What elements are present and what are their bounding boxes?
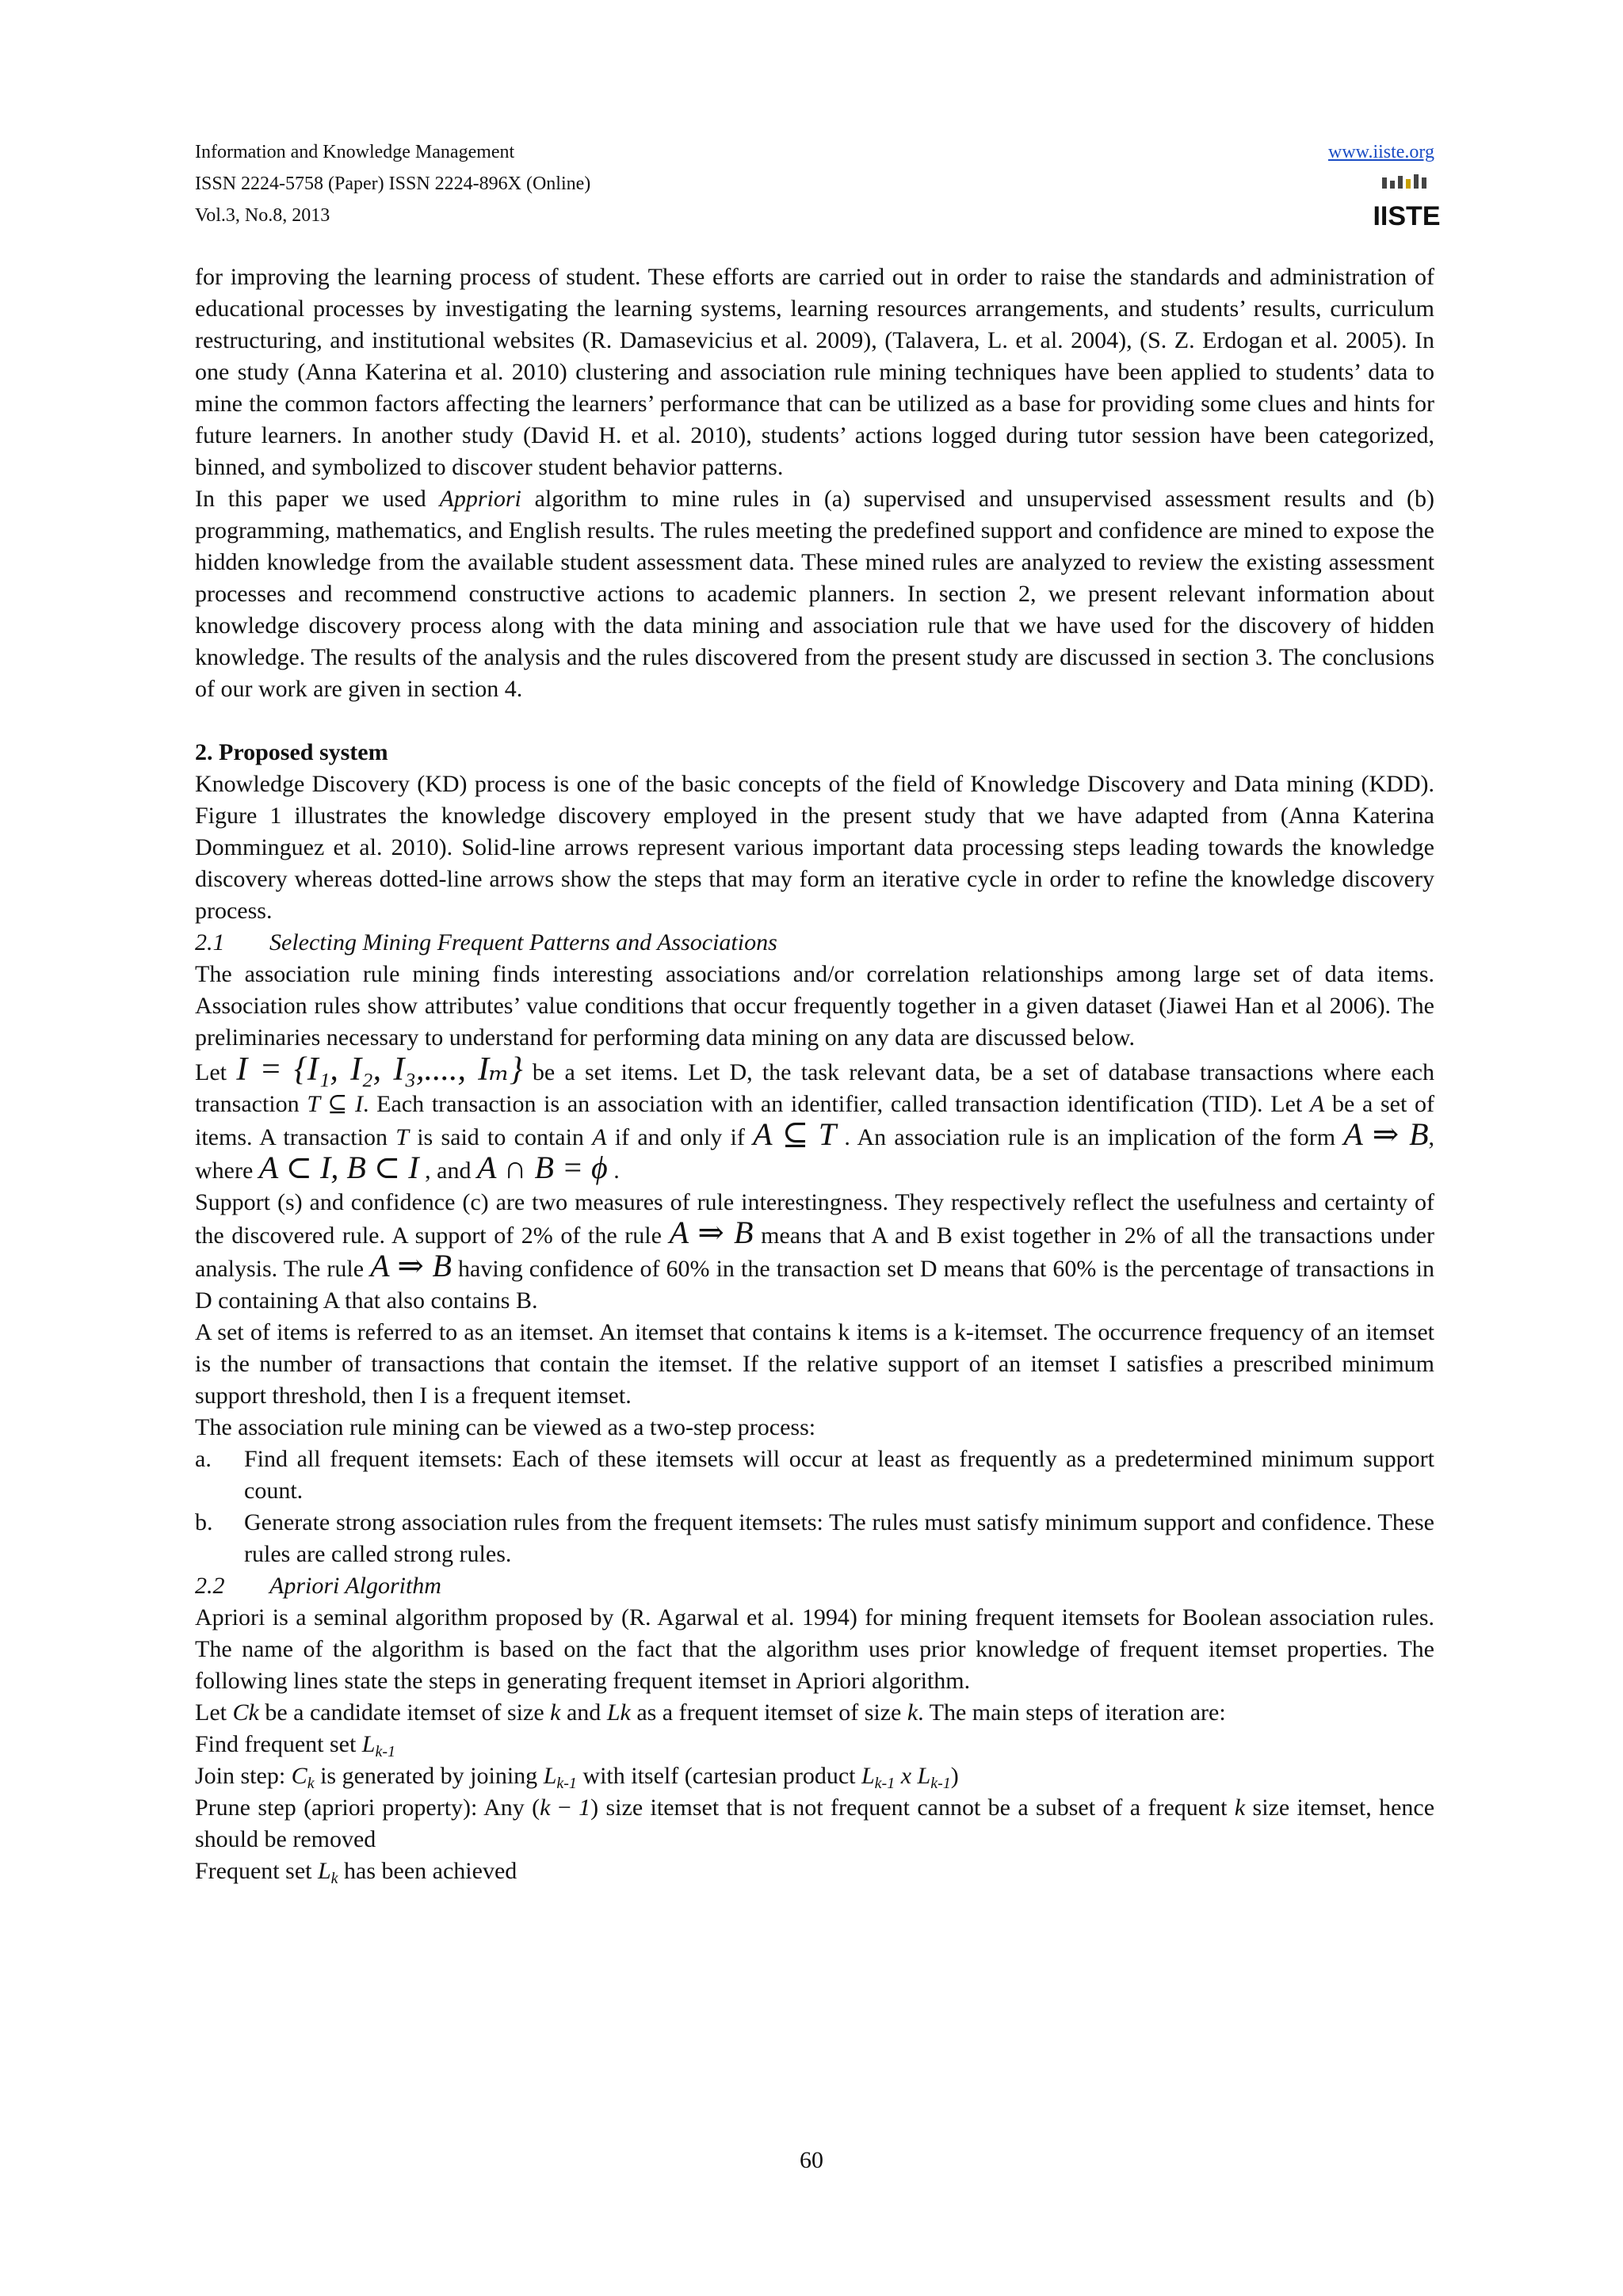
logo-text: IISTE <box>1373 201 1441 231</box>
paragraph-apriori: Apriori is a seminal algorithm proposed by (R. Agarwal et al. 1994) for mining frequent itemsets for Boolean association rules. The name of the algorithm is based on the fact that the algorithm uses prior knowledge of frequent itemset properties. The following lines state the steps in generating frequent itemset in Apriori algorithm. <box>195 1604 1434 1694</box>
subset-formula: A ⊆ T <box>753 1116 837 1152</box>
journal-url-link[interactable]: www.iiste.org <box>1328 142 1434 162</box>
list-item: a. Find all frequent itemsets: Each of these itemsets will occur at least as frequently as a predetermined minimum support count. <box>195 1446 1434 1504</box>
paragraph-support-confidence: Support (s) and confidence (c) are two measures of rule interestingness. They respectively reflect the usefulness and certainty of the discovered rule. A support of 2% of the rule A ⇒ B means that A and B exist together in 2% of all the transactions under analysis. The rule A ⇒ B having confidence of 60% in the transaction set D means that 60% is the percentage of transactions in D containing A that also contains B. <box>195 1189 1435 1314</box>
disjoint-formula: A ∩ B = ϕ <box>476 1150 608 1185</box>
subsection-heading-2-2: 2.2 Apriori Algorithm <box>195 1573 441 1599</box>
implication-formula: A ⇒ B <box>1343 1116 1429 1152</box>
issn-line: ISSN 2224-5758 (Paper) ISSN 2224-896X (Online) <box>195 174 591 194</box>
page-header <box>195 136 1441 231</box>
paragraph-association-mining: The association rule mining finds interesting associations and/or correlation relationships among large set of data items. Association rules show attributes’ value conditions that occur frequently together in a given dataset (Jiawei Han et al 2006). The preliminaries necessary to understand for performing data mining on any data are discussed below. <box>195 961 1434 1051</box>
volume-line: Vol.3, No.8, 2013 <box>195 205 330 226</box>
paragraph-itemset: A set of items is referred to as an itemset. An itemset that contains k items is a k-itemset. The occurrence frequency of an itemset is the number of transactions that contain the itemset. If the relative support of an itemset I satisfies a prescribed minimum support threshold, then I is a frequent itemset. <box>195 1319 1434 1409</box>
rule-formula-2: A ⇒ B <box>370 1248 452 1283</box>
iiste-logo-icon <box>1373 173 1441 231</box>
paragraph-two-step: The association rule mining can be viewed as a two-step process: <box>195 1414 816 1440</box>
paragraph-this-paper: In this paper we used Appriori algorithm to mine rules in (a) supervised and unsupervised assessment results and (b) programming, mathematics, and English results. The rules meeting the predefined support and confidence are mined to expose the hidden knowledge from the available student assessment data. These mined rules are analyzed to review the existing assessment processes and recommend constructive actions to academic planners. In section 2, we present relevant information about knowledge discovery process along with the data mining and association rule that we have used for the discovery of hidden knowledge. The results of the analysis and the rules discovered from the present study are discussed in section 3. The conclusions of our work are given in section 4. <box>195 486 1434 702</box>
where-formula: A ⊂ I, B ⊂ I <box>258 1150 419 1185</box>
paragraph-intro: for improving the learning process of student. These efforts are carried out in order to raise the standards and administration of educational processes by investigating the learning systems, learning resources arrangements, and students’ results, curriculum restructuring, and institutional websites (R. Damasevicius et al. 2009), (Talavera, L. et al. 2004), (S. Z. Erdogan et al. 2005). In one study (Anna Katerina et al. 2010) clustering and association rule mining techniques have been applied to students’ data to mine the common factors affecting the learners’ performance that can be utilized as a base for providing some clues and hints for future learners. In another study (David H. et al. 2010), students’ actions logged during tutor session have been categorized, binned, and symbolized to discover student behavior patterns. <box>195 264 1434 480</box>
step-prune: Prune step (apriori property): Any (k − 1) size itemset that is not frequent cannot be a subset of a frequent k size itemset, hence should be removed <box>195 1794 1435 1852</box>
journal-name: Information and Knowledge Management <box>195 142 515 162</box>
paragraph-definitions: Let I = {I₁, I₂, I₃,...., Iₘ} be a set items. Let D, the task relevant data, be a set of database transactions where each transaction T ⊆ I. Each transaction is an association with an identifier, called transaction identification (TID). Let A be a set of items. A transaction T is said to contain A if and only if A ⊆ T . An association rule is an implication of the form A ⇒ B, where A ⊂ I, B ⊂ I , and A ∩ B = ϕ . <box>195 1051 1435 1185</box>
rule-formula-1: A ⇒ B <box>669 1215 754 1250</box>
page-number: 60 <box>800 2147 823 2173</box>
subsection-heading-2-1: 2.1 Selecting Mining Frequent Patterns and Associations <box>195 929 777 955</box>
section-heading-proposed-system: 2. Proposed system <box>195 739 388 765</box>
step-join: Join step: $C_k$ is generated by joining $L_{k-1}$ with itself (cartesian product $L_{k-1}$ x $L_{k-1}$) <box>195 1763 959 1792</box>
itemset-formula: I = {I₁, I₂, I₃,...., Iₘ} <box>236 1051 523 1088</box>
paragraph-iteration: Let Ck be a candidate itemset of size k and Lk as a frequent itemset of size k. The main steps of iteration are: <box>195 1699 1226 1726</box>
step-frequent-achieved: Frequent set $L_k$ has been achieved <box>195 1858 517 1887</box>
article-body <box>195 261 1434 1887</box>
list-item: b. Generate strong association rules from the frequent itemsets: The rules must satisfy minimum support and confidence. These rules are called strong rules. <box>195 1509 1434 1567</box>
step-find-frequent: Find frequent set $L_{k-1}$ <box>195 1731 396 1760</box>
paragraph-kd-process: Knowledge Discovery (KD) process is one of the basic concepts of the field of Knowledge Discovery and Data mining (KDD). Figure 1 illustrates the knowledge discovery employed in the present study that we have adapted from (Anna Katerina Domminguez et al. 2010). Solid-line arrows represent various important data processing steps leading towards the knowledge discovery whereas dotted-line arrows show the steps that may form an iterative cycle in order to refine the knowledge discovery process. <box>195 771 1434 924</box>
